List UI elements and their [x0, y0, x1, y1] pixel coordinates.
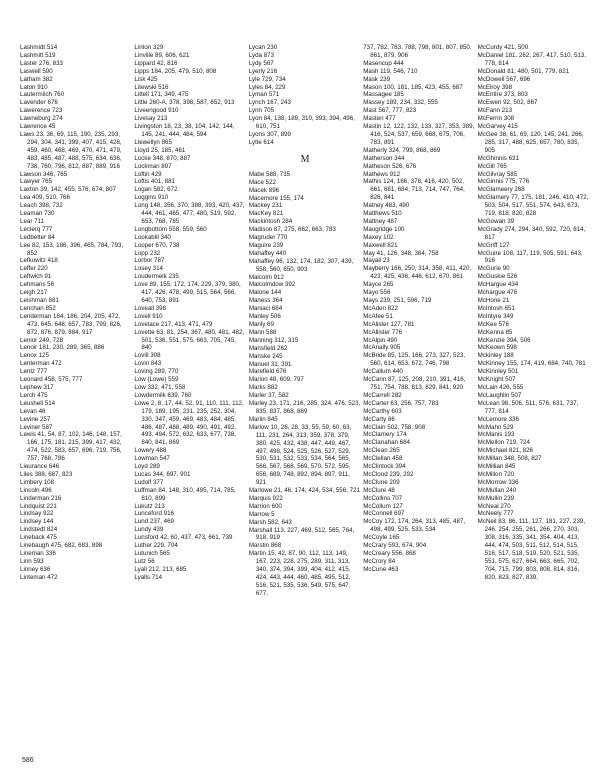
index-entry: Lineman 336 — [20, 550, 56, 557]
index-entry: Leftwich 91 — [20, 273, 52, 281]
index-entry: Lloyd 25, 185, 461 — [134, 146, 186, 154]
index-entry: Latham 382 — [20, 75, 53, 83]
index-entry: Mchargue 476 — [477, 289, 518, 297]
index-entry: McKee 576 — [477, 320, 509, 328]
index-entry: McMellon 719, 724 — [477, 439, 530, 447]
index-entry: Lawyer 765 — [20, 178, 52, 186]
index-entry: Manning 312, 315 — [248, 336, 299, 344]
index-entry: Lorbor 787 — [134, 257, 165, 265]
index-entry: Llewellyn 865 — [134, 138, 172, 146]
index-entry: McAlister 127, 781 — [363, 320, 415, 328]
index-entry: Leonard 458, 575, 777 — [20, 376, 83, 384]
page-number: 586 — [22, 757, 34, 764]
index-entry: Mabe 588, 735 — [248, 170, 291, 178]
index-column-3 — [249, 44, 363, 598]
index-entry: Lovette 63, 81, 254, 367, 480, 481, 482, 501, 536, 551, 575, 663, 705, 745, 840 — [134, 328, 245, 352]
index-entry: Marler 37, 582 — [248, 392, 289, 400]
index-entry: Lippard 42, 816 — [134, 59, 178, 67]
index-entry: McClure 48 — [363, 486, 395, 494]
index-entry: Lewis 41, 54, 87, 102, 146, 148, 157, 166, 175, 181, 215, 399, 417, 432, 474, 522, 583, 657, 696, 719, 756, 757, 768, 786 — [20, 431, 122, 463]
index-entry: Matherson 344 — [363, 154, 405, 162]
index-entry: McIntyre 349 — [477, 312, 514, 320]
index-entry: Lowman 547 — [134, 455, 170, 463]
index-entry: McNeely 777 — [477, 510, 514, 518]
index-entry: McClune 209 — [363, 478, 400, 486]
index-entry: McAfee 51 — [363, 312, 393, 320]
index-entry: Low 332, 471, 558 — [134, 383, 186, 391]
index-entry: Lawrence 45 — [20, 123, 56, 131]
index-entry: Mahaffey 440 — [248, 249, 287, 257]
index-entry: Levine 257 — [20, 415, 51, 423]
index-entry: Leffer 220 — [20, 265, 48, 273]
index-entry: Mayall 23 — [363, 257, 390, 265]
index-entry: Levan 46 — [20, 407, 46, 415]
index-entry: Loftin 429 — [134, 170, 162, 178]
index-entry: Masten 477 — [363, 115, 396, 123]
index-entry: Leigh 217 — [20, 289, 48, 297]
index-entry: Ludolf 377 — [134, 478, 164, 486]
index-entry: Marley 23, 171, 216, 285, 324, 476, 523, 835, 837, 868, 869 — [248, 400, 361, 415]
index-entry: Magruder 770 — [248, 234, 288, 242]
index-entry: Martin 15, 42, 87, 90, 112, 113, 149, 167, 223, 228, 275, 289, 311, 313, 340, 374, 394, 399, 404, 412, 415, 424, 443, 444, 460, 485, 495, 512, 516, 521, 535, 536, 549, 575, 647, 677, — [248, 550, 351, 597]
index-entry: McClintock 394 — [363, 463, 406, 471]
index-entry: McGill 765 — [477, 162, 507, 170]
index-entry: Lytle 614 — [248, 138, 274, 146]
index-entry: Lehmans 56 — [20, 281, 55, 289]
index-entry: Limbery 108 — [20, 478, 55, 486]
index-entry: McHone 21 — [477, 297, 510, 304]
index-entry: Leishman 881 — [20, 297, 59, 304]
index-entry: Mason 100, 181, 185, 423, 455, 687 — [363, 83, 463, 91]
index-entry: Mattney 487 — [363, 217, 398, 225]
index-entry: McEwen 92, 502, 867 — [477, 99, 538, 107]
index-entry: Mash 119, 546, 710 — [363, 67, 418, 75]
index-entry: Long 148, 356, 370, 388, 393, 420, 437, 444, 461, 465, 477, 480, 519, 592, 653, 768, 785 — [134, 202, 245, 225]
index-entry: Lee 82, 153, 186, 396, 465, 784, 793, 852 — [20, 241, 124, 257]
index-entry: Madison 87, 275, 662, 663, 783 — [248, 226, 336, 234]
index-entry: McCoy 172, 174, 264, 313, 485, 487, 498, 499, 525, 533, 534 — [363, 518, 466, 534]
index-entry: McGarvey 415 — [477, 123, 518, 131]
index-entry: McGlamery 77, 175, 181, 246, 410, 472, 503, 504, 517, 551, 574, 643, 673, 719, 818, 820, 828 — [477, 194, 589, 218]
index-entry: Lyles 84, 229 — [248, 83, 286, 91]
index-entry: Mahaffey 96, 132, 174, 182, 307, 439, 558, 560, 650, 903 — [248, 257, 354, 273]
index-entry: Lutz 56 — [134, 557, 155, 565]
index-entry: Lucas 344, 697, 901 — [134, 470, 191, 478]
index-entry: Lovelace 217, 413, 471, 479 — [134, 320, 213, 328]
index-entry: Lunsford 42, 60, 437, 473, 661, 739 — [134, 534, 233, 542]
index-entry: Malone 144 — [248, 289, 282, 297]
index-entry: Marrion 600 — [248, 502, 282, 510]
index-entry: McLean 98, 506, 511, 576, 631, 737, 777, 814 — [477, 399, 579, 415]
index-entry: McFerrin 308 — [477, 115, 515, 123]
index-entry: Loving 289, 770 — [134, 368, 179, 376]
index-entry: Lindquist 221 — [20, 502, 57, 510]
index-entry: McClain 502, 758, 908 — [363, 423, 426, 431]
index-entry: Lyerly 216 — [248, 67, 278, 75]
index-entry: Lowdermilk 639, 760 — [134, 391, 192, 399]
index-entry: Malcolmdow 392 — [248, 281, 296, 289]
index-entry: Marstin 868 — [248, 542, 282, 550]
index-entry: Laton 910 — [20, 83, 48, 91]
index-entry: Mann 588 — [248, 328, 277, 336]
index-entry: Leclerq 777 — [20, 225, 53, 233]
index-entry: Lydy 567 — [248, 59, 274, 67]
index-entry: Lopp 232 — [134, 249, 161, 257]
index-entry: Lowery 488 — [134, 447, 167, 455]
index-entry: Mast 567, 777, 823 — [363, 107, 417, 115]
index-entry: Linney 636 — [20, 565, 51, 573]
index-entry: Laws 23, 36, 69, 115, 190, 235, 293, 294, 304, 341, 399, 407, 415, 428, 459, 460, 468, 469, 470, 471, 479, 483, 485, 487, 488, 575, 634, 636, 738, 760, 796, 812, 887, 889, 916 — [20, 130, 122, 170]
index-entry: McGhinnis 631 — [477, 154, 519, 162]
index-entry: McBride 85, 125, 166, 273, 327, 523, 560, 614, 653, 672, 746, 798 — [363, 352, 466, 368]
index-entry: McKinnley 501 — [477, 368, 519, 376]
index-entry: Maxwell 821 — [363, 241, 398, 249]
index-entry: Locke 348, 870, 887 — [134, 154, 191, 162]
index-entry: McKinney 155, 174, 419, 684, 740, 781 — [477, 360, 586, 368]
index-entry: Lindsay 922 — [20, 510, 54, 518]
index-entry: McCollum 127 — [363, 502, 403, 510]
index-entry: Lynn 705 — [248, 107, 275, 115]
index-entry: Loveall 398 — [134, 304, 167, 312]
index-entry: Loyd 289 — [134, 463, 160, 471]
index-entry: Lundy 439 — [134, 526, 164, 534]
index-entry: McLaughlin 507 — [477, 391, 522, 399]
index-entry: McMichael 821, 826 — [477, 447, 533, 455]
index-entry: McCreary 556, 868 — [363, 550, 416, 557]
index-entry: Mace 522 — [248, 178, 276, 186]
index-entry: Logan 582, 672 — [134, 186, 178, 194]
index-entry: Lephew 317 — [20, 383, 54, 391]
index-entry: Lycan 230 — [248, 44, 278, 51]
index-entry: Matthews 510 — [363, 210, 402, 218]
index-entry: Manly 69 — [248, 321, 274, 328]
index-entry: Lindsey 144 — [20, 518, 54, 526]
index-entry: McIntosh 651 — [477, 304, 515, 312]
index-entry: McGurie 90 — [477, 265, 510, 273]
index-entry: Liles 388, 687, 823 — [20, 470, 73, 478]
index-entry: Marrow 5 — [248, 510, 275, 518]
index-entry: Loudermelk 235 — [134, 273, 179, 281]
index-entry: Maugridge 100 — [363, 225, 405, 233]
index-entry: Laswell 590 — [20, 67, 53, 75]
index-entry: Luffman 84, 148, 310, 495, 714, 785, 810, 899 — [134, 486, 236, 502]
index-entry: Losey 314 — [134, 265, 163, 273]
index-entry: Lyon 84, 138, 189, 310, 393, 394, 496, 610, 751 — [248, 115, 355, 131]
index-entry: Lenior 249, 728 — [20, 336, 64, 344]
index-entry: Lutunich 565 — [134, 550, 170, 557]
index-entry: Lieurance 646 — [20, 463, 60, 471]
index-entry: McKenna 85 — [477, 328, 513, 336]
index-entry: McGrady 274, 294, 340, 592, 720, 814, 817 — [477, 225, 586, 241]
index-entry: McGriff 127 — [477, 241, 510, 249]
index-entry: Lipps 184, 205, 479, 510, 808 — [134, 67, 217, 75]
index-entry: Lawerence 723 — [20, 107, 63, 115]
index-entry: McCoyle 165 — [363, 534, 400, 542]
index-entry: Lavender 676 — [20, 99, 58, 107]
index-entry: Maguire 239 — [248, 241, 284, 249]
index-entry: Lund 237, 469 — [134, 518, 174, 526]
index-entry: Mansfield 262 — [248, 344, 288, 352]
index-entry: Maness 364 — [248, 297, 283, 305]
index-entry: McMillian 845 — [477, 463, 516, 471]
index-entry: Mackintosh 284 — [248, 218, 293, 226]
index-entry: McKenzie 394, 506 — [477, 336, 531, 344]
index-entry: Livingston 18, 23, 38, 104, 142, 144, 145, 241, 444, 484, 594 — [134, 123, 235, 138]
index-entry: Manuel 31, 391 — [248, 360, 292, 368]
index-entry: Marefield 676 — [248, 368, 287, 376]
index-entry: Lyons 307, 899 — [248, 130, 291, 138]
index-entry: Lyman 571 — [248, 91, 280, 99]
index-entry: 737, 782, 783, 788, 798, 801, 807, 850, 861, 879, 906 — [363, 44, 472, 59]
index-entry: McAlpin 490 — [363, 336, 398, 344]
index-entry: McNeil 83, 86, 111, 127, 181, 227, 239, 246, 254, 255, 261, 266, 270, 303, 308, 316, 335, 341, 354, 404, 413, 444, 474, 503, 511, 512, 514, 515, 516, 517, 518, 519, 520, 521, 535, 551, 575, 627, 664, 663, 665, 702, 704, 715, 799, 803, 808, 814, 816, 820, 823, 827, 839, — [477, 518, 586, 581]
index-entry: Mckinley 188 — [477, 352, 514, 360]
index-entry: McCarthy 603 — [363, 407, 402, 415]
index-entry: McAden 822 — [363, 304, 398, 312]
index-entry: McCune 463 — [363, 565, 399, 573]
index-entry: Macemore 155, 174 — [248, 194, 304, 202]
index-entry: McGinnis 775, 776 — [477, 178, 530, 186]
index-entry: McCurdy 421, 500 — [477, 44, 529, 51]
index-column-4 — [363, 44, 477, 598]
index-entry: Lyle 729, 734 — [248, 75, 286, 83]
index-entry: McMahn 529 — [477, 423, 514, 431]
index-entry: Lawneburg 274 — [20, 115, 63, 123]
index-entry: Lautermilch 760 — [20, 91, 65, 99]
index-entry: Leach 398, 732 — [20, 202, 63, 210]
index-entry: McGee 38, 61, 69, 120, 145, 241, 266, 285, 317, 488, 625, 657, 780, 835, 905 — [477, 130, 584, 154]
index-entry: McCallum 440 — [363, 368, 403, 376]
index-entry: Linebaugh 475, 682, 683, 898 — [20, 542, 103, 550]
index-entry: Lindstedt 824 — [20, 526, 58, 534]
index-entry: Lockman 897 — [134, 162, 172, 170]
index-entry: Leviner 587 — [20, 423, 53, 431]
index-entry: Little 260-A, 378, 398, 587, 652, 913 — [134, 99, 235, 107]
index-entry: McCarty 86 — [363, 415, 395, 423]
index-entry: Mask 239 — [363, 75, 391, 83]
index-entry: Marion 48, 609, 797 — [248, 376, 304, 384]
index-entry: Lear 711 — [20, 217, 44, 225]
index-entry: McMullin 239 — [477, 494, 515, 502]
index-entry: Lukutz 213 — [134, 502, 165, 510]
index-entry: Matherly 324, 799, 868, 869 — [363, 146, 441, 154]
index-entry: Lynch 167, 243 — [248, 99, 291, 107]
index-entry: Litewski 516 — [134, 83, 169, 91]
index-entry: McGuskie 526 — [477, 273, 518, 281]
index-entry: Lineback 475 — [20, 534, 57, 542]
index-entry: Lyda 873 — [248, 51, 275, 59]
index-entry: McCarter 63, 256, 757, 783 — [363, 399, 439, 407]
index-entry: Mays 239, 251, 596, 719 — [363, 297, 432, 304]
index-entry: Marlowe 21, 46, 174, 424, 534, 556, 721 — [248, 487, 360, 495]
index-entry: Matney 483, 490 — [363, 202, 410, 210]
index-entry: McKeown 598 — [477, 344, 517, 352]
index-entry: McCloud 239, 292 — [363, 470, 414, 478]
index-entry: Lunceford 916 — [134, 510, 174, 518]
index-entry: Lowe 2, 8, 17, 44, 52, 91, 110, 111, 112, 179, 189, 195, 231, 235, 252, 304, 330, 347, 459, 469, 483, 484, 485, 486, 487, 488, 489, 490, 491, 492, 493, 494, 572, 632, 633, 677, 738, 840, 841, 869 — [134, 399, 244, 447]
index-entry: McFann 213 — [477, 107, 513, 115]
index-entry: McClanahan 684 — [363, 439, 410, 447]
index-column-1 — [20, 44, 134, 598]
index-entry: Manske 245 — [248, 352, 283, 360]
index-entry: McConnell 697 — [363, 510, 405, 518]
index-entry: Marquis 922 — [248, 494, 283, 502]
index-entry: Linville 89, 606, 621 — [134, 51, 190, 59]
index-entry: McMullan 240 — [477, 486, 517, 494]
index-entry: Massey 189, 234, 332, 555 — [363, 99, 438, 107]
index-entry: Linton 329 — [134, 44, 164, 51]
index-entry: McCann 87, 125, 208, 210, 391, 416, 751, 754, 788, 813, 829, 841, 920 — [363, 376, 466, 391]
index-entry: Massagee 185 — [363, 91, 404, 99]
index-entry: Lerch 475 — [20, 391, 48, 399]
index-entry: Mayce 265 — [363, 281, 394, 289]
index-entry: Leaman 730 — [20, 210, 55, 218]
index-entry: Lenterman 472 — [20, 360, 62, 368]
index-entry: Mayo 556 — [363, 289, 391, 297]
index-entry: Lashmidt 514 — [20, 44, 58, 51]
index-entry: Marshall 113, 227, 469, 512, 565, 764, 918, 919 — [248, 526, 355, 542]
index-entry: McDaniel 181, 262, 267, 417, 510, 513, 778, 814 — [477, 51, 586, 67]
index-entry: McKnight 507 — [477, 376, 516, 384]
index-entry: Mathews 912 — [363, 170, 401, 178]
index-entry: Linteman 472 — [20, 573, 58, 581]
index-entry: McMillon 720 — [477, 470, 515, 478]
index-entry: McCrory 84 — [363, 557, 396, 565]
index-entry: Loggins 910 — [134, 194, 169, 202]
index-entry: McManis 193 — [477, 431, 515, 439]
index-column-2 — [134, 44, 248, 598]
index-entry: McAllister 776 — [363, 328, 403, 336]
index-entry: Maxey 102 — [363, 233, 394, 241]
index-entry: Macek 896 — [248, 186, 280, 194]
index-entry: Mastin 12, 122, 132, 133, 327, 353, 389, 416, 524, 537, 659, 668, 675, 706, 783, 891 — [363, 123, 475, 146]
index-entry: McClean 265 — [363, 447, 400, 455]
index-entry: Love 89, 155, 172, 174, 229, 379, 380, 417, 426, 478, 499, 515, 564, 566, 640, 753, 891 — [134, 281, 241, 304]
index-entry: May 41, 126, 348, 364, 758 — [363, 249, 439, 257]
index-entry: Malcolm 912 — [248, 273, 284, 281]
index-entry: Lashmitt 519 — [20, 51, 56, 59]
index-entry: Lenoir 181, 230, 289, 365, 886 — [20, 344, 105, 352]
index-entry: Lenchan 852 — [20, 304, 56, 312]
index-entry: McCrary 593, 674, 904 — [363, 542, 427, 550]
index-entry: Masencup 444 — [363, 59, 404, 67]
index-entry: MacKey 821 — [248, 210, 284, 218]
index-entry: Looper 670, 738 — [134, 241, 180, 249]
section-letter: M — [300, 153, 310, 165]
index-entry: Laster 276, 833 — [20, 59, 64, 67]
index-entry: McNeal 270 — [477, 502, 511, 510]
index-entry: Marks 882 — [248, 384, 278, 392]
index-entry: Manley 506 — [248, 313, 281, 321]
index-entry: Laxton 39, 142, 455, 576, 674, 807 — [20, 186, 116, 194]
index-entry: Livesay 213 — [134, 115, 168, 123]
index-entry: Marlow 10, 26, 28, 33, 55, 59, 60, 63, 111, 231, 264, 313, 359, 378, 379, 380, 425, 432, 438, 447, 449, 467, 497, 498, 524, 525, 526, 527, 529, 530, 531, 532, 533, 534, 564, 565, 566, 567, 568, 569, 570, 572, 595, 656, 689, 748, 892, 894, 897, 911, 921 — [248, 423, 352, 487]
index-entry: Linderman 216 — [20, 494, 62, 502]
index-entry: McGowan 39 — [477, 217, 515, 225]
index-entry: McDowell 567, 696 — [477, 75, 531, 83]
index-entry: Lovell 910 — [134, 312, 163, 320]
index-entry: Lenox 125 — [20, 352, 49, 360]
index-columns — [20, 44, 592, 598]
index-entry: Lawson 346, 765 — [20, 170, 68, 178]
index-entry: Mathis 124, 166, 378, 416, 420, 502, 661, 681, 684, 713, 714, 747, 764, 826, 841 — [363, 178, 465, 202]
index-entry: McEntire 373, 803 — [477, 91, 528, 99]
index-entry: McCollins 707 — [363, 494, 403, 502]
index-entry: Lookabill 340 — [134, 233, 171, 241]
index-entry: McLain 426, 555 — [477, 383, 524, 391]
index-entry: Longbottom 558, 559, 560 — [134, 225, 207, 233]
index-entry: Marsh 582, 643 — [248, 518, 292, 526]
index-column-5 — [478, 44, 592, 598]
index-entry: McCarrell 282 — [363, 391, 402, 399]
index-entry: Matheson 526, 676 — [363, 162, 417, 170]
index-entry: McGlameery 268 — [477, 186, 525, 194]
index-entry: McLemore 336 — [477, 415, 519, 423]
index-entry: Loftis 401, 881 — [134, 178, 175, 186]
index-entry: Lincoln 496 — [20, 486, 52, 494]
index-entry: McDonald 81, 480, 501, 779, 821 — [477, 67, 570, 75]
index-entry: McMillan 348, 508, 827 — [477, 455, 542, 463]
index-entry: Luther 229, 704 — [134, 542, 178, 550]
index-entry: Marlin 845 — [248, 415, 278, 423]
index-entry: Lentz 777 — [20, 368, 48, 376]
index-entry: McGuire 108, 117, 119, 505, 591, 643, 916 — [477, 249, 583, 265]
index-entry: McGilvray 585 — [477, 170, 518, 178]
index-entry: McAnally 905 — [363, 344, 401, 352]
index-entry: Ledbetter 84 — [20, 233, 55, 241]
index-entry: Low (Lowe) 559 — [134, 376, 179, 384]
index-entry: Lisk 425 — [134, 75, 158, 83]
index-entry: Maniaci 684 — [248, 305, 283, 313]
index-entry: Liveengood 910 — [134, 107, 179, 115]
index-entry: McClellan 458 — [363, 455, 403, 463]
index-entry: Lefkowitz 418 — [20, 257, 58, 265]
index-entry: Mayberry 166, 250, 314, 358, 411, 420, 423, 425, 436, 446, 612, 670, 861 — [363, 265, 472, 281]
index-entry: Lovin 843 — [134, 360, 162, 368]
index-entry: Lyalls 714 — [134, 573, 163, 581]
index-entry: Lovill 308 — [134, 352, 161, 360]
index-entry: McHargue 434 — [477, 281, 519, 289]
index-entry: McElroy 398 — [477, 83, 513, 91]
index-entry: Lenderman 184, 186, 204, 205, 472, 473, 645, 648, 657, 783, 799, 826, 872, 876, 879, 884, 917 — [20, 312, 122, 336]
index-entry: McClamery 174 — [363, 431, 407, 439]
index-entry: McMorrow 336 — [477, 478, 519, 486]
index-entry: Littell 171, 349, 475 — [134, 91, 189, 99]
index-entry: Lea 409, 510, 766 — [20, 194, 70, 202]
index-entry: Linn 593 — [20, 557, 44, 565]
index-entry: Mackey 231 — [248, 202, 283, 210]
index-entry: Leushell 514 — [20, 399, 56, 407]
index-entry: Lyall 212, 213, 685 — [134, 565, 187, 573]
